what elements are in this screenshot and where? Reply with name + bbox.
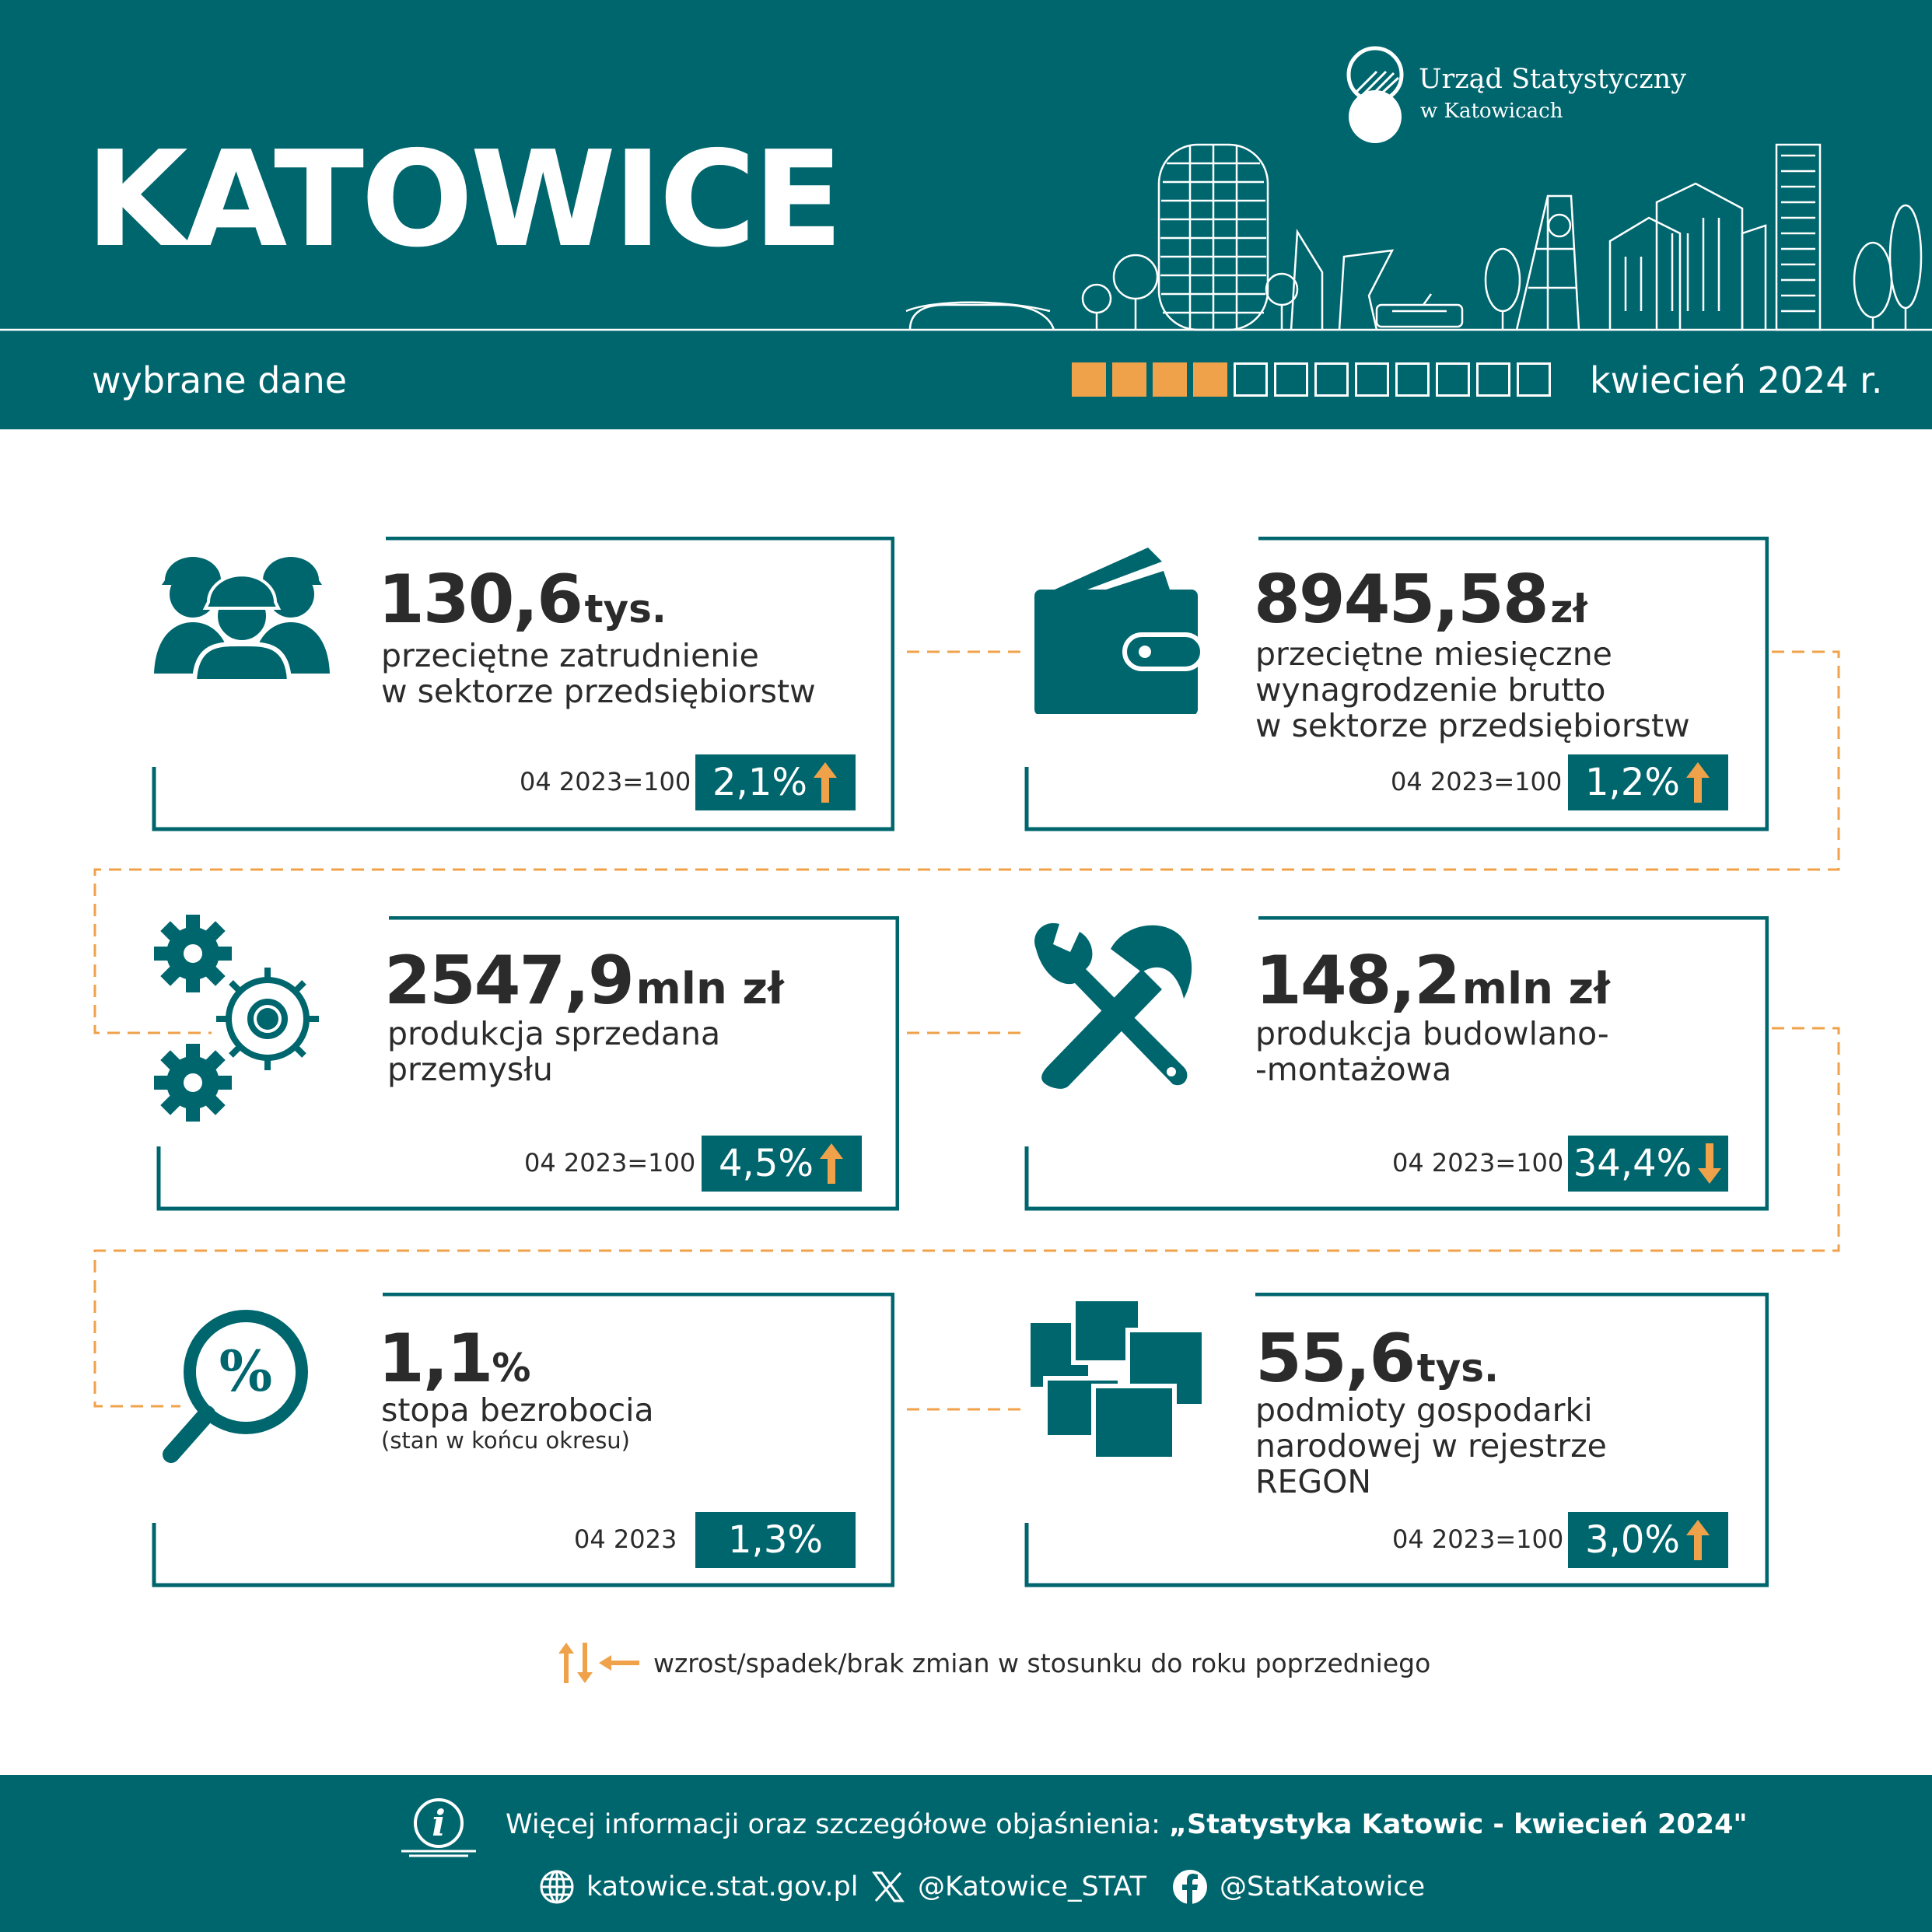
stat-card-industry [152, 916, 899, 1212]
stat-description: podmioty gospodarki narodowej w rejestrze REGON [1255, 1391, 1607, 1500]
progress-square-empty [1234, 362, 1268, 397]
page-subtitle: wybrane dane [92, 359, 348, 401]
progress-square-filled [1153, 362, 1187, 397]
stat-value: 8945,58 zł [1254, 561, 1587, 639]
arrow-up-icon [812, 761, 838, 804]
globe-icon [538, 1868, 576, 1906]
progress-square-empty [1476, 362, 1510, 397]
report-date: kwiecień 2024 r. [1590, 359, 1883, 401]
stat-description: przeciętne miesięczne wynagrodzenie brutto w sektorze przedsiębiorstw [1255, 635, 1690, 744]
stat-value: 130,6 tys. [378, 561, 667, 639]
stat-card-construction [1024, 916, 1769, 1212]
facebook-icon [1171, 1868, 1209, 1906]
stat-value: 2547,9 mln zł [384, 942, 784, 1020]
stat-description: stopa bezrobocia [381, 1391, 654, 1429]
arrow-up-icon [1685, 1518, 1711, 1562]
reference-period: 04 2023 [574, 1524, 677, 1554]
progress-square-filled [1072, 362, 1106, 397]
stat-value: 1,1% [378, 1320, 531, 1398]
stat-card-unemployment [151, 1293, 894, 1588]
arrow-up-icon [1685, 761, 1711, 804]
wallet-icon [1031, 543, 1210, 714]
stat-note: (stan w końcu okresu) [381, 1427, 630, 1454]
progress-square-filled [1193, 362, 1227, 397]
change-badge: 1,2% [1568, 754, 1728, 810]
info-icon [398, 1795, 479, 1857]
reference-period: 04 2023=100 [1391, 767, 1563, 796]
progress-square-empty [1395, 362, 1430, 397]
stat-card-salary [1024, 537, 1769, 832]
progress-square-empty [1436, 362, 1470, 397]
gears-icon [152, 913, 331, 1123]
legend-arrows-icon [557, 1640, 642, 1686]
x-twitter-link[interactable]: @Katowice_STAT [870, 1868, 1146, 1906]
x-logo-icon [870, 1868, 907, 1906]
stat-description: przeciętne zatrudnienie w sektorze przedsiębiorstw [381, 637, 816, 710]
reference-period: 04 2023=100 [1392, 1148, 1564, 1178]
legend [557, 1640, 1430, 1686]
statistics-office-logo [1338, 45, 1439, 146]
progress-square-empty [1517, 362, 1551, 397]
reference-period: 04 2023=100 [1392, 1524, 1564, 1554]
reference-period: 04 2023=100 [524, 1148, 696, 1178]
stat-value: 148,2 mln zł [1255, 942, 1610, 1020]
website-link[interactable]: katowice.stat.gov.pl [538, 1868, 858, 1906]
stat-value: 55,6 tys. [1255, 1320, 1500, 1398]
change-badge: 3,0% [1568, 1512, 1728, 1568]
progress-square-empty [1274, 362, 1308, 397]
progress-square-empty [1314, 362, 1349, 397]
org-name: Urząd Statystyczny [1419, 64, 1686, 95]
progress-square-empty [1355, 362, 1389, 397]
facebook-link[interactable]: @StatKatowice [1171, 1868, 1425, 1906]
workers-helmet-icon [152, 541, 331, 681]
svg-text:%: % [219, 1338, 273, 1404]
change-badge: 34,4% [1568, 1136, 1728, 1192]
documents-icon [1027, 1297, 1206, 1461]
stat-description: produkcja budowlano- -montażowa [1255, 1015, 1609, 1088]
month-progress-bar [1072, 362, 1551, 397]
footer [0, 1775, 1932, 1932]
arrow-up-icon [818, 1142, 845, 1185]
reference-period: 04 2023=100 [520, 767, 691, 796]
change-badge: 4,5% [702, 1136, 862, 1192]
stat-card-regon [1024, 1293, 1769, 1588]
change-badge: 1,3% [695, 1512, 856, 1568]
arrow-down-icon [1696, 1142, 1723, 1185]
wrench-hammer-icon [1025, 918, 1204, 1089]
progress-square-filled [1112, 362, 1146, 397]
svg-text:i: i [432, 1802, 446, 1844]
magnifier-percent-icon [160, 1307, 316, 1478]
more-info-text: Więcej informacji oraz szczegółowe objaśnienia: „Statystyka Katowic - kwiecień 2024" [506, 1809, 1748, 1840]
city-title: KATOWICE [86, 123, 841, 277]
stat-card-employment [151, 537, 894, 832]
change-badge: 2,1% [695, 754, 856, 810]
org-subtitle: w Katowicach [1420, 100, 1563, 123]
stat-description: produkcja sprzedana przemysłu [387, 1015, 721, 1088]
legend-text: wzrost/spadek/brak zmian w stosunku do roku poprzedniego [653, 1647, 1431, 1678]
